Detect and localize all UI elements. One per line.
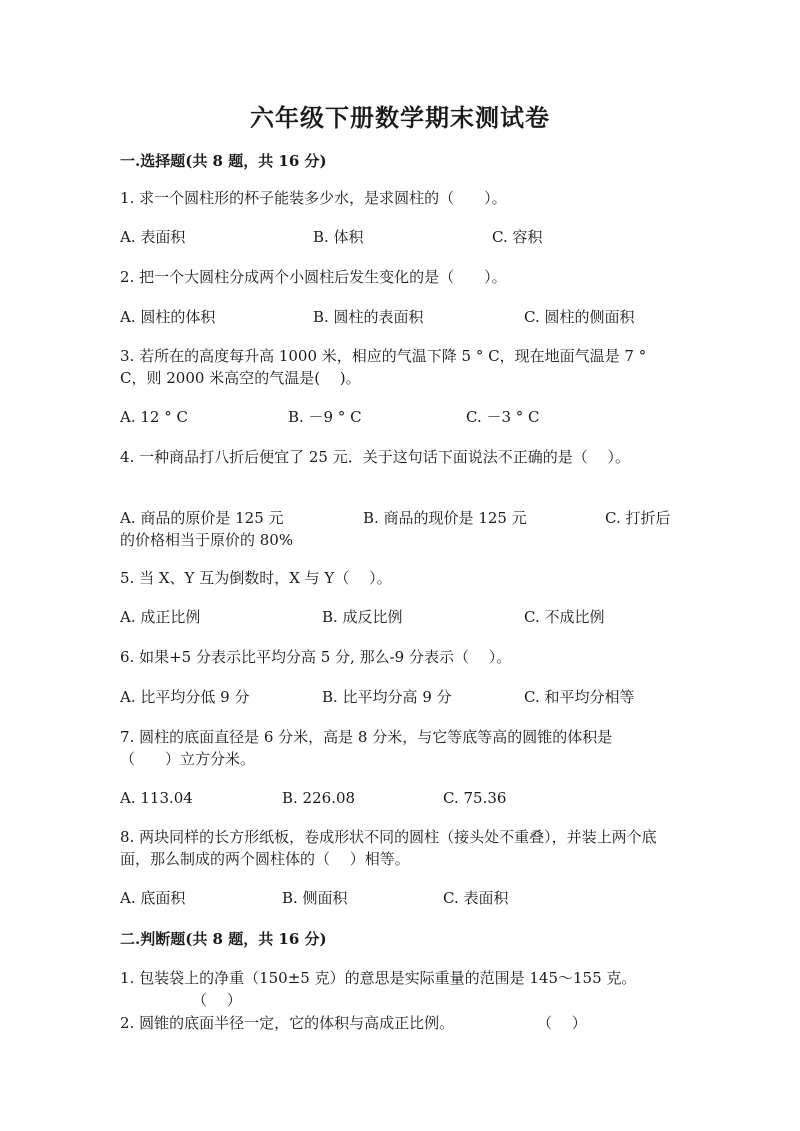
q7-option-b: B. 226.08 (282, 789, 356, 807)
q2-option-b: B. 圆柱的表面积 (313, 308, 424, 326)
page-title: 六年级下册数学期末测试卷 (250, 103, 550, 132)
q4-option-b: B. 商品的现价是 125 元 (363, 509, 527, 527)
question-3: 3. 若所在的高度每升高 1000 米，相应的气温下降 5 ° C，现在地面气温是 7 ° C，则 2000 米高空的气温是( )。 (120, 347, 647, 387)
judgement-1: 1. 包装袋上的净重（150±5 克）的意思是实际重量的范围是 145～155 克。 (120, 969, 637, 987)
q5-option-a: A. 成正比例 (120, 608, 201, 626)
q8-option-c: C. 表面积 (443, 889, 509, 907)
question-1: 1. 求一个圆柱形的杯子能装多少水，是求圆柱的（ ）。 (120, 189, 507, 207)
q1-option-a: A. 表面积 (120, 228, 186, 246)
q5-option-b: B. 成反比例 (322, 608, 403, 626)
q7-option-a: A. 113.04 (120, 789, 193, 807)
question-5: 5. 当 X、Y 互为倒数时，X 与 Y（ ）。 (120, 569, 392, 587)
question-6: 6. 如果+5 分表示比平均分高 5 分, 那么-9 分表示（ ）。 (120, 648, 512, 666)
judgement-2: 2. 圆锥的底面半径一定，它的体积与高成正比例。 (120, 1014, 455, 1032)
q4-option-c-continued: 的价格相当于原价的 80% (120, 531, 294, 549)
q7-option-c: C. 75.36 (443, 789, 507, 807)
q2-option-c: C. 圆柱的侧面积 (524, 308, 635, 326)
q6-option-c: C. 和平均分相等 (524, 688, 635, 706)
q2-option-a: A. 圆柱的体积 (120, 308, 216, 326)
q3-option-c: C. －3 ° C (466, 408, 540, 426)
q5-option-c: C. 不成比例 (524, 608, 605, 626)
section-heading-choice: 一.选择题(共 8 题，共 16 分) (120, 152, 327, 170)
judgement-2-blank: （ ） (537, 1014, 587, 1032)
q8-option-a: A. 底面积 (120, 889, 186, 907)
question-4: 4. 一种商品打八折后便宜了 25 元．关于这句话下面说法不正确的是（ ）。 (120, 448, 630, 466)
q3-option-b: B. －9 ° C (288, 408, 362, 426)
question-7: 7. 圆柱的底面直径是 6 分米，高是 8 分米，与它等底等高的圆锥的体积是（ ）立方分米。 (120, 728, 613, 768)
question-2: 2. 把一个大圆柱分成两个小圆柱后发生变化的是（ ）。 (120, 268, 507, 286)
q4-option-a: A. 商品的原价是 125 元 (120, 509, 284, 527)
question-8: 8. 两块同样的长方形纸板，卷成形状不同的圆柱（接头处不重叠），并装上两个底面，那么制成的两个圆柱体的（ ）相等。 (120, 828, 657, 868)
q4-option-c: C. 打折后 (605, 509, 671, 527)
q1-option-c: C. 容积 (492, 228, 543, 246)
q3-option-a: A. 12 ° C (120, 408, 188, 426)
q8-option-b: B. 侧面积 (282, 889, 348, 907)
q6-option-a: A. 比平均分低 9 分 (120, 688, 250, 706)
judgement-1-blank: （ ） (192, 991, 242, 1009)
section-heading-judgement: 二.判断题(共 8 题，共 16 分) (120, 930, 327, 948)
q6-option-b: B. 比平均分高 9 分 (322, 688, 452, 706)
q1-option-b: B. 体积 (313, 228, 364, 246)
